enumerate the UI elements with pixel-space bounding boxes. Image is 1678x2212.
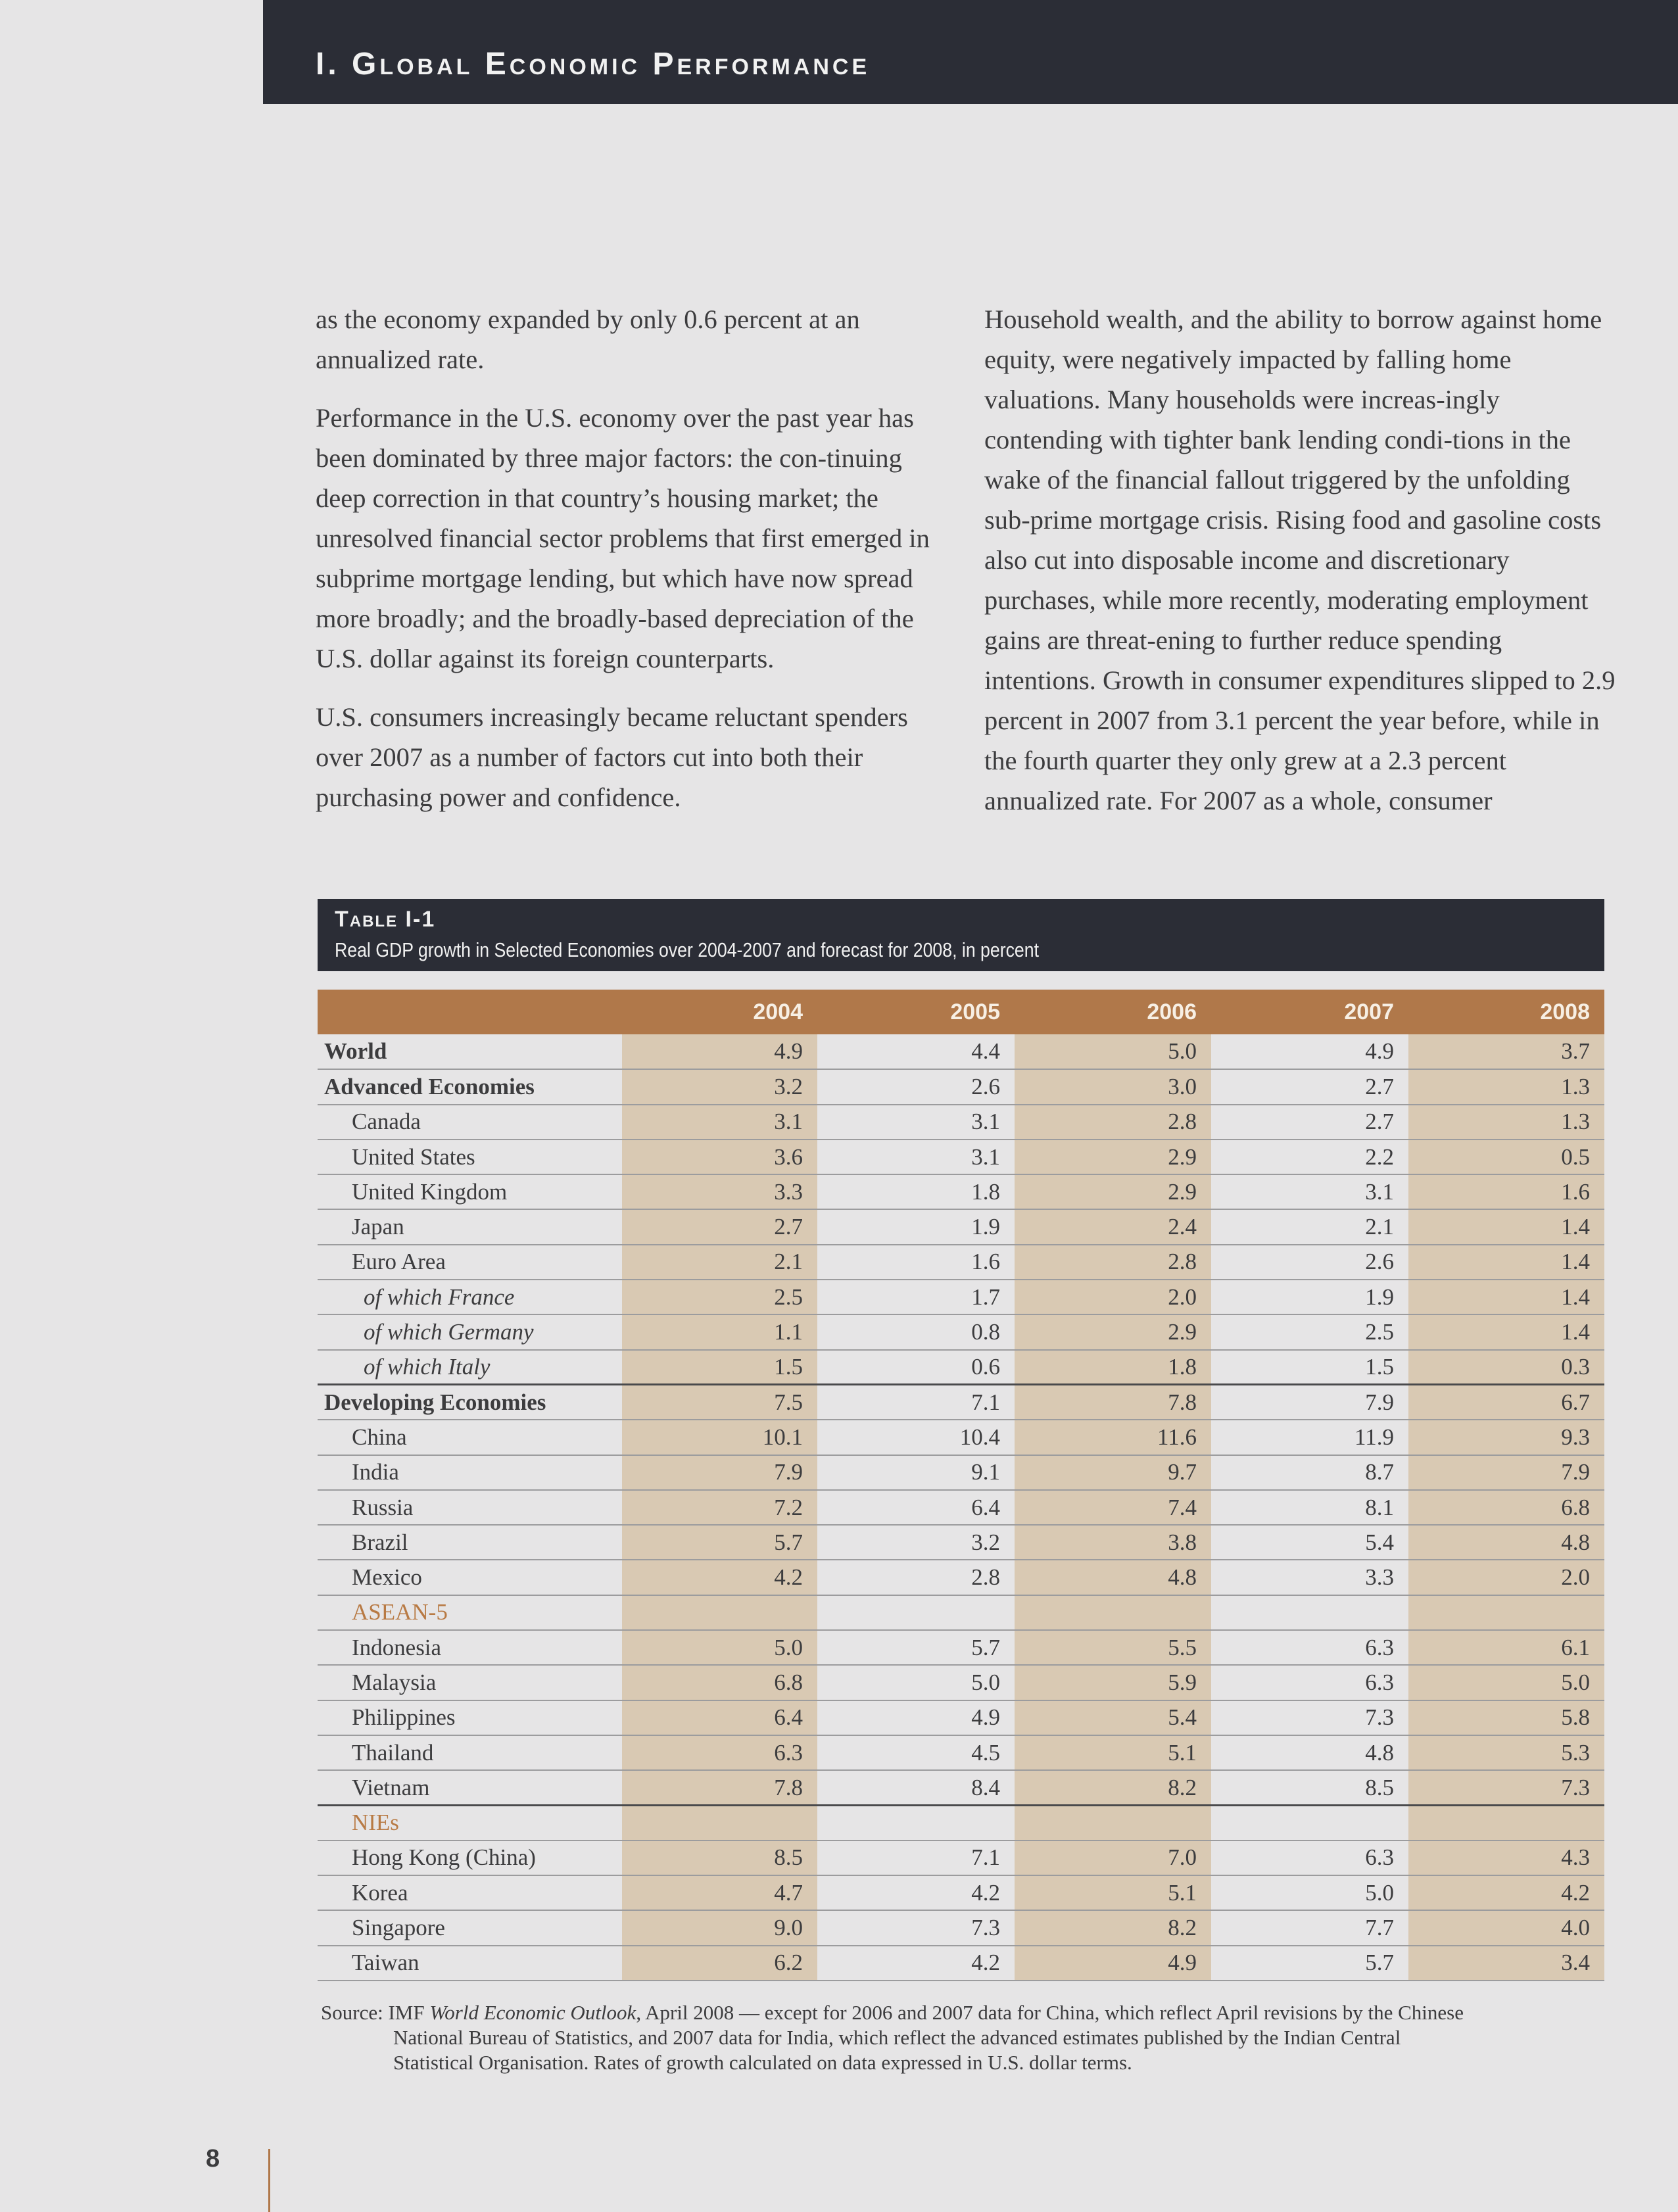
table-cell: 9.3 [1408, 1420, 1604, 1455]
row-label: India [318, 1455, 622, 1490]
table-cell: 8.1 [1211, 1490, 1408, 1525]
row-label: Russia [318, 1490, 622, 1525]
table-cell [1211, 1595, 1408, 1630]
table-cell: 4.5 [817, 1735, 1015, 1770]
table-cell: 7.7 [1211, 1910, 1408, 1945]
source-rest: , April 2008 — except for 2006 and 2007 data for China, which reflect April revisions by the Chinese [636, 2001, 1464, 2024]
row-label: Hong Kong (China) [318, 1840, 622, 1875]
table-row [318, 1735, 1604, 1770]
source-prefix: Source: IMF [321, 2001, 430, 2024]
table-cell: 4.8 [1408, 1525, 1604, 1560]
table-row [318, 1665, 1604, 1700]
column-header [318, 990, 622, 1034]
table-cell [1015, 1595, 1211, 1630]
table-cell: 5.1 [1015, 1735, 1211, 1770]
paragraph: Performance in the U.S. economy over the past year has been dominated by three major factors: the con-tinuing deep correction in that country’s housing market; the unresolved financial sector problems that first emerged in subprime mortgage lending, but which have now spread more broadly; and the broadly-based depreciation of the U.S. dollar against its foreign counterparts. [316, 403, 930, 673]
table-cell: 1.1 [622, 1314, 817, 1349]
table-cell: 5.0 [1015, 1034, 1211, 1069]
table-cell: 7.9 [1211, 1385, 1408, 1420]
table-cell: 7.8 [1015, 1385, 1211, 1420]
table-cell: 8.4 [817, 1770, 1015, 1805]
table-cell: 3.3 [1211, 1560, 1408, 1595]
source-line: Statistical Organisation. Rates of growth calculated on data expressed in U.S. dollar terms. [393, 2051, 1132, 2074]
table-cell: 2.9 [1015, 1314, 1211, 1349]
row-label: Mexico [318, 1560, 622, 1595]
column-header: 2008 [1408, 990, 1604, 1034]
row-label: Japan [318, 1209, 622, 1244]
row-label: Taiwan [318, 1946, 622, 1981]
row-label: World [318, 1034, 622, 1069]
table-cell: 4.2 [817, 1946, 1015, 1981]
table-row [318, 1875, 1604, 1910]
table-cell: 8.5 [1211, 1770, 1408, 1805]
row-label: Indonesia [318, 1630, 622, 1665]
table-cell: 2.7 [622, 1209, 817, 1244]
table-cell: 6.7 [1408, 1385, 1604, 1420]
table-cell: 6.3 [1211, 1840, 1408, 1875]
table-cell: 2.8 [1015, 1105, 1211, 1140]
table-cell: 2.5 [622, 1280, 817, 1314]
source-publication: World Economic Outlook [429, 2001, 636, 2024]
table-row [318, 1034, 1604, 1069]
table-cell: 0.5 [1408, 1140, 1604, 1174]
table-cell: 7.9 [622, 1455, 817, 1490]
table-cell: 0.6 [817, 1350, 1015, 1385]
table-cell: 4.2 [1408, 1875, 1604, 1910]
table-cell: 6.3 [1211, 1630, 1408, 1665]
table-row [318, 1105, 1604, 1140]
source-note [321, 2000, 1603, 2075]
table-cell: 1.3 [1408, 1105, 1604, 1140]
table-cell: 3.1 [817, 1140, 1015, 1174]
table-cell: 3.7 [1408, 1034, 1604, 1069]
table-cell: 1.6 [817, 1245, 1015, 1280]
table-cell: 1.4 [1408, 1209, 1604, 1244]
table-row [318, 1630, 1604, 1665]
table-cell: 3.8 [1015, 1525, 1211, 1560]
source-line: National Bureau of Statistics, and 2007 data for India, which reflect the advanced estimates published by the Indian Central [393, 2026, 1401, 2049]
table-cell: 0.8 [817, 1314, 1015, 1349]
table-row [318, 1840, 1604, 1875]
table-row [318, 1490, 1604, 1525]
table-cell: 4.9 [622, 1034, 817, 1069]
table-cell: 5.0 [1408, 1665, 1604, 1700]
table-cell: 7.9 [1408, 1455, 1604, 1490]
row-label: of which France [318, 1280, 622, 1314]
row-label: of which Germany [318, 1314, 622, 1349]
column-header: 2005 [817, 990, 1015, 1034]
table-cell: 2.8 [817, 1560, 1015, 1595]
table-cell: 6.8 [622, 1665, 817, 1700]
table-cell: 2.0 [1408, 1560, 1604, 1595]
table-cell: 1.4 [1408, 1314, 1604, 1349]
table-cell: 1.9 [817, 1209, 1015, 1244]
table-cell: 1.9 [1211, 1280, 1408, 1314]
table-cell: 2.9 [1015, 1140, 1211, 1174]
table-cell: 2.4 [1015, 1209, 1211, 1244]
table-cell: 3.0 [1015, 1069, 1211, 1104]
table-cell: 4.4 [817, 1034, 1015, 1069]
table-cell: 7.4 [1015, 1490, 1211, 1525]
row-label: Thailand [318, 1735, 622, 1770]
table-cell: 5.5 [1015, 1630, 1211, 1665]
table-cell: 7.1 [817, 1840, 1015, 1875]
table-cell: 4.3 [1408, 1840, 1604, 1875]
table-cell: 2.6 [817, 1069, 1015, 1104]
table-cell: 5.9 [1015, 1665, 1211, 1700]
table-cell: 2.7 [1211, 1105, 1408, 1140]
row-label: of which Italy [318, 1350, 622, 1385]
table-row [318, 1140, 1604, 1174]
table-label: Table I-1 [335, 907, 436, 932]
paragraph: Household wealth, and the ability to borrow against home equity, were negatively impacted by falling home valuations. Many households were increas-ingly contending with tighter bank lending condi-tions in the wake of the financial fallout triggered by the unfolding sub-prime mortgage crisis. Rising food and gasoline costs also cut into disposable income and discretionary purchases, while more recently, moderating employment gains are threat-ening to further reduce spending intentions. Growth in consumer expenditures slipped to 2.9 percent in 2007 from 3.1 percent the year before, while in the fourth quarter they only grew at a 2.3 percent annualized rate. For 2007 as a whole, consumer [984, 304, 1616, 815]
body-left-column [316, 299, 947, 836]
row-label: Canada [318, 1105, 622, 1140]
table-cell: 6.3 [622, 1735, 817, 1770]
table-cell: 6.2 [622, 1946, 817, 1981]
table-cell: 5.8 [1408, 1700, 1604, 1735]
row-label: Advanced Economies [318, 1069, 622, 1104]
table-header-row [318, 990, 1604, 1034]
table-cell: 3.3 [622, 1174, 817, 1209]
table-cell: 8.2 [1015, 1910, 1211, 1945]
row-label: Malaysia [318, 1665, 622, 1700]
table-cell: 8.5 [622, 1840, 817, 1875]
table-row [318, 1420, 1604, 1455]
table-cell: 3.2 [622, 1069, 817, 1104]
table-cell: 7.3 [1211, 1700, 1408, 1735]
table-cell: 5.4 [1211, 1525, 1408, 1560]
column-header: 2006 [1015, 990, 1211, 1034]
table-cell: 8.7 [1211, 1455, 1408, 1490]
table-cell: 4.7 [622, 1875, 817, 1910]
page-rule [268, 2149, 270, 2212]
table-cell: 5.7 [622, 1525, 817, 1560]
table-cell: 2.7 [1211, 1069, 1408, 1104]
table-row [318, 1770, 1604, 1805]
row-label: Korea [318, 1875, 622, 1910]
table-row [318, 1280, 1604, 1314]
table-row [318, 1946, 1604, 1981]
table-cell: 2.1 [1211, 1209, 1408, 1244]
row-label: Philippines [318, 1700, 622, 1735]
section-title: I. Global Economic Performance [316, 47, 871, 82]
gdp-table [318, 990, 1604, 1981]
table-row [318, 1209, 1604, 1244]
column-header: 2004 [622, 990, 817, 1034]
paragraph: U.S. consumers increasingly became reluctant spenders over 2007 as a number of factors cut into both their purchasing power and confidence. [316, 702, 908, 812]
row-label: Developing Economies [318, 1385, 622, 1420]
table-cell: 3.4 [1408, 1946, 1604, 1981]
table-cell: 6.3 [1211, 1665, 1408, 1700]
table-cell: 2.9 [1015, 1174, 1211, 1209]
table-cell: 6.8 [1408, 1490, 1604, 1525]
table-cell: 1.5 [622, 1350, 817, 1385]
table-cell [817, 1595, 1015, 1630]
table-cell: 5.1 [1015, 1875, 1211, 1910]
table-row [318, 1700, 1604, 1735]
table-row [318, 1314, 1604, 1349]
table-cell: 7.8 [622, 1770, 817, 1805]
table-row [318, 1525, 1604, 1560]
table-row [318, 1069, 1604, 1104]
table-row [318, 1455, 1604, 1490]
paragraph: as the economy expanded by only 0.6 percent at an annualized rate. [316, 304, 860, 374]
table-cell: 7.3 [1408, 1770, 1604, 1805]
table-cell: 2.6 [1211, 1245, 1408, 1280]
table-cell: 7.3 [817, 1910, 1015, 1945]
table-cell: 4.9 [817, 1700, 1015, 1735]
table-cell [622, 1595, 817, 1630]
table-cell: 9.1 [817, 1455, 1015, 1490]
table-cell: 5.0 [1211, 1875, 1408, 1910]
column-header: 2007 [1211, 990, 1408, 1034]
table-cell [817, 1806, 1015, 1840]
table-cell: 4.9 [1211, 1034, 1408, 1069]
table-cell: 2.0 [1015, 1280, 1211, 1314]
table-cell: 5.7 [817, 1630, 1015, 1665]
table-cell [1408, 1595, 1604, 1630]
table-cell: 10.4 [817, 1420, 1015, 1455]
table-cell: 4.0 [1408, 1910, 1604, 1945]
table-cell [1408, 1806, 1604, 1840]
row-label: Brazil [318, 1525, 622, 1560]
table-cell: 1.5 [1211, 1350, 1408, 1385]
table-caption [318, 899, 1604, 971]
table-cell: 10.1 [622, 1420, 817, 1455]
row-label: ASEAN-5 [318, 1595, 622, 1630]
table-row [318, 1560, 1604, 1595]
table-row [318, 1174, 1604, 1209]
table-cell: 3.1 [1211, 1174, 1408, 1209]
table-cell: 8.2 [1015, 1770, 1211, 1805]
table-cell: 7.1 [817, 1385, 1015, 1420]
table-cell: 3.1 [817, 1105, 1015, 1140]
table-cell: 2.1 [622, 1245, 817, 1280]
table-cell: 1.4 [1408, 1245, 1604, 1280]
table-cell: 5.0 [817, 1665, 1015, 1700]
table-cell: 3.1 [622, 1105, 817, 1140]
table-cell: 4.9 [1015, 1946, 1211, 1981]
table-cell: 3.6 [622, 1140, 817, 1174]
table-row [318, 1595, 1604, 1630]
table-row [318, 1245, 1604, 1280]
row-label: NIEs [318, 1806, 622, 1840]
table-cell: 4.8 [1015, 1560, 1211, 1595]
table-cell: 1.7 [817, 1280, 1015, 1314]
table-row [318, 1385, 1604, 1420]
table-cell: 5.7 [1211, 1946, 1408, 1981]
table-cell: 2.8 [1015, 1245, 1211, 1280]
table-cell: 1.3 [1408, 1069, 1604, 1104]
table-cell [1015, 1806, 1211, 1840]
table-cell [622, 1806, 817, 1840]
table-cell: 7.0 [1015, 1840, 1211, 1875]
table-cell: 5.4 [1015, 1700, 1211, 1735]
table-cell: 1.6 [1408, 1174, 1604, 1209]
row-label: United Kingdom [318, 1174, 622, 1209]
row-label: United States [318, 1140, 622, 1174]
body-right-column [984, 299, 1616, 839]
table-cell: 11.6 [1015, 1420, 1211, 1455]
table-cell: 6.1 [1408, 1630, 1604, 1665]
table-cell: 11.9 [1211, 1420, 1408, 1455]
table-cell: 2.2 [1211, 1140, 1408, 1174]
table-cell: 4.2 [622, 1560, 817, 1595]
table-cell: 9.7 [1015, 1455, 1211, 1490]
row-label: Singapore [318, 1910, 622, 1945]
header-bar [263, 0, 1678, 104]
table-cell: 4.8 [1211, 1735, 1408, 1770]
table-cell: 3.2 [817, 1525, 1015, 1560]
row-label: China [318, 1420, 622, 1455]
row-label: Vietnam [318, 1770, 622, 1805]
table-cell [1211, 1806, 1408, 1840]
table-cell: 2.5 [1211, 1314, 1408, 1349]
table-cell: 6.4 [622, 1700, 817, 1735]
table-row [318, 1910, 1604, 1945]
table-cell: 9.0 [622, 1910, 817, 1945]
page-number: 8 [206, 2145, 220, 2173]
table-cell: 1.8 [1015, 1350, 1211, 1385]
table-title: Real GDP growth in Selected Economies over 2004-2007 and forecast for 2008, in percent [335, 938, 1039, 961]
table-row [318, 1806, 1604, 1840]
table-cell: 4.2 [817, 1875, 1015, 1910]
table-cell: 1.4 [1408, 1280, 1604, 1314]
table-cell: 1.8 [817, 1174, 1015, 1209]
table-cell: 7.2 [622, 1490, 817, 1525]
table-cell: 5.3 [1408, 1735, 1604, 1770]
table-cell: 5.0 [622, 1630, 817, 1665]
table-row [318, 1350, 1604, 1385]
row-label: Euro Area [318, 1245, 622, 1280]
table-cell: 0.3 [1408, 1350, 1604, 1385]
table-cell: 7.5 [622, 1385, 817, 1420]
table-cell: 6.4 [817, 1490, 1015, 1525]
